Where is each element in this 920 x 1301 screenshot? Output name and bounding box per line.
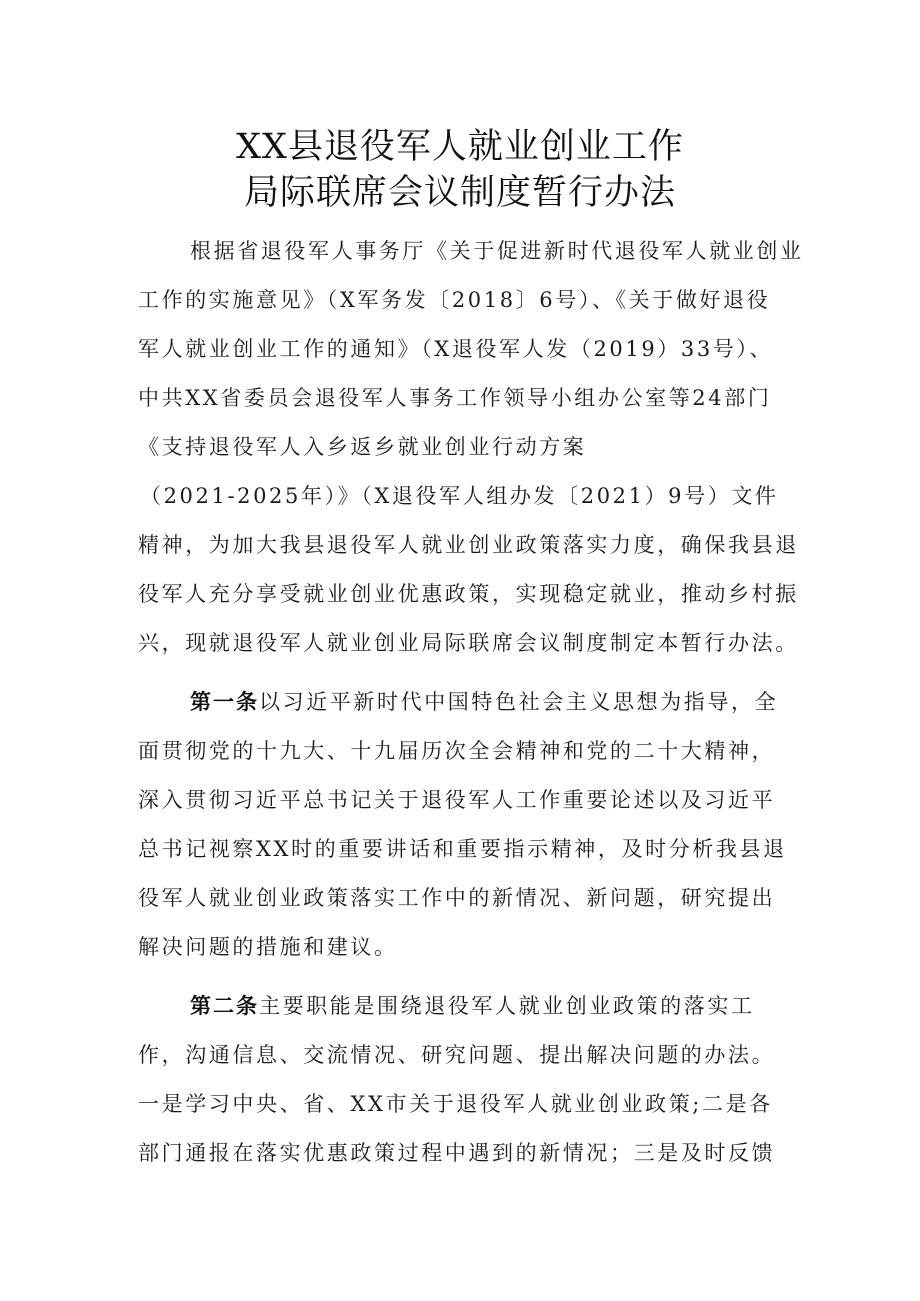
article-1-first-line: [190, 687, 778, 717]
preamble-line: 根据省退役军人事务厅《关于促进新时代退役军人就业创业: [190, 239, 804, 263]
preamble-line: 中共XX省委员会退役军人事务工作领导小组办公室等24部门: [138, 386, 772, 410]
preamble-line: （2021-2025年）》（X退役军人组办发〔2021）9号）文件: [140, 484, 779, 508]
article-1-line: 役军人就业创业政策落实工作中的新情况、新问题，研究提出: [138, 886, 776, 910]
preamble-line: 工作的实施意见》（X军务发〔2018〕6号）、《关于做好退役: [138, 288, 771, 312]
article-1-text: 以习近平新时代中国特色社会主义思想为指导，全: [259, 690, 779, 714]
preamble-line: 役军人充分享受就业创业优惠政策，实现稳定就业，推动乡村振: [138, 582, 799, 606]
article-2-text: 主要职能是围绕退役军人就业创业政策的落实工: [259, 994, 755, 1018]
document-title-line-2: 局际联席会议制度暂行办法: [243, 173, 676, 213]
preamble-line: 精神，为加大我县退役军人就业创业政策落实力度，确保我县退: [138, 533, 799, 557]
article-1-label: 第一条: [190, 690, 259, 714]
article-2-line: 作，沟通信息、交流情况、研究问题、提出解决问题的办法。: [138, 1043, 776, 1067]
article-1-line: 解决问题的措施和建议。: [138, 935, 398, 959]
document-title-line-1: XX县退役军人就业创业工作: [236, 127, 684, 167]
preamble-line: 兴，现就退役军人就业创业局际联席会议制度制定本暂行办法。: [138, 631, 799, 655]
preamble-line: 《支持退役军人入乡返乡就业创业行动方案: [138, 435, 587, 459]
article-2-first-line: [190, 991, 755, 1021]
article-2-line: 一是学习中央、省、XX市关于退役军人就业创业政策;二是各: [138, 1092, 773, 1116]
preamble-line: 军人就业创业工作的通知》（X退役军人发（2019）33号）、: [138, 337, 774, 361]
article-1-line: 深入贯彻习近平总书记关于退役军人工作重要论述以及习近平: [138, 788, 776, 812]
article-1-line: 面贯彻党的十九大、十九届历次全会精神和党的二十大精神，: [138, 739, 776, 763]
article-1-line: 总书记视察XX时的重要讲话和重要指示精神，及时分析我县退: [138, 837, 787, 861]
article-2-label: 第二条: [190, 994, 259, 1018]
article-2-line: 部门通报在落实优惠政策过程中遇到的新情况；三是及时反馈: [138, 1141, 776, 1165]
